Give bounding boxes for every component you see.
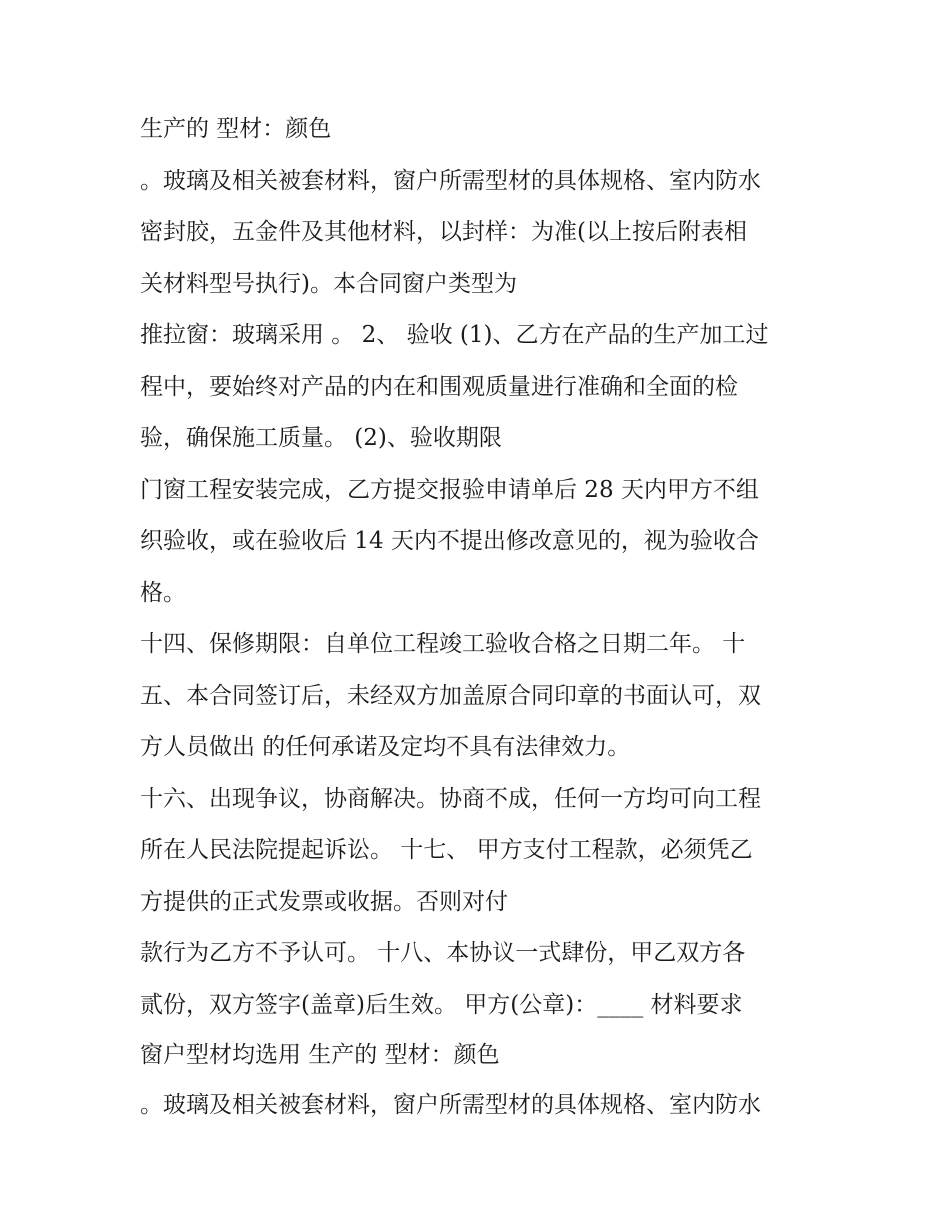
text-line: 门窗工程安装完成，乙方提交报验申请单后 28 天内甲方不组	[140, 476, 759, 503]
text-line: 织验收，或在验收后 14 天内不提出修改意见的，视为验收合	[140, 528, 759, 554]
text-line: 十六、出现争议，协商解决。协商不成，任何一方均可向工程	[140, 785, 761, 812]
text-line: 。玻璃及相关被套材料，窗户所需型材的具体规格、室内防水	[140, 1091, 761, 1118]
text-line: 所在人民法院提起诉讼。 十七、 甲方支付工程款，必须凭乙	[140, 837, 753, 863]
text-line: 密封胶，五金件及其他材料，以封样：为准(以上按后附表相	[140, 219, 747, 245]
text-line: 款行为乙方不予认可。 十八、本协议一式肆份，甲乙双方各	[140, 940, 746, 966]
text-line: 方提供的正式发票或收据。否则对付	[140, 888, 508, 915]
text-line: 贰份，双方签字(盖章)后生效。 甲方(公章)：____ 材料要求	[140, 991, 743, 1018]
text-line: 五、本合同签订后，未经双方加盖原合同印章的书面认可，双	[140, 682, 761, 709]
text-line: 十四、保修期限：自单位工程竣工验收合格之日期二年。 十	[140, 631, 746, 657]
text-line: 。玻璃及相关被套材料，窗户所需型材的具体规格、室内防水	[140, 167, 761, 194]
contract-text	[140, 108, 820, 1135]
text-line: 窗户型材均选用 生产的 型材：颜色	[140, 1041, 500, 1068]
text-line: 方人员做出 的任何承诺及定均不具有法律效力。	[140, 734, 631, 760]
text-line: 验，确保施工质量。 (2)、验收期限	[140, 425, 502, 451]
text-line: 生产的 型材：颜色	[140, 116, 332, 142]
text-line: 程中，要始终对产品的内在和围观质量进行准确和全面的检	[140, 373, 738, 400]
text-line: 推拉窗：玻璃采用 。 2、 验收 (1)、乙方在产品的生产加工过	[140, 322, 769, 348]
text-line: 关材料型号执行)。本合同窗户类型为	[140, 270, 517, 297]
text-line: 格。	[140, 579, 186, 606]
